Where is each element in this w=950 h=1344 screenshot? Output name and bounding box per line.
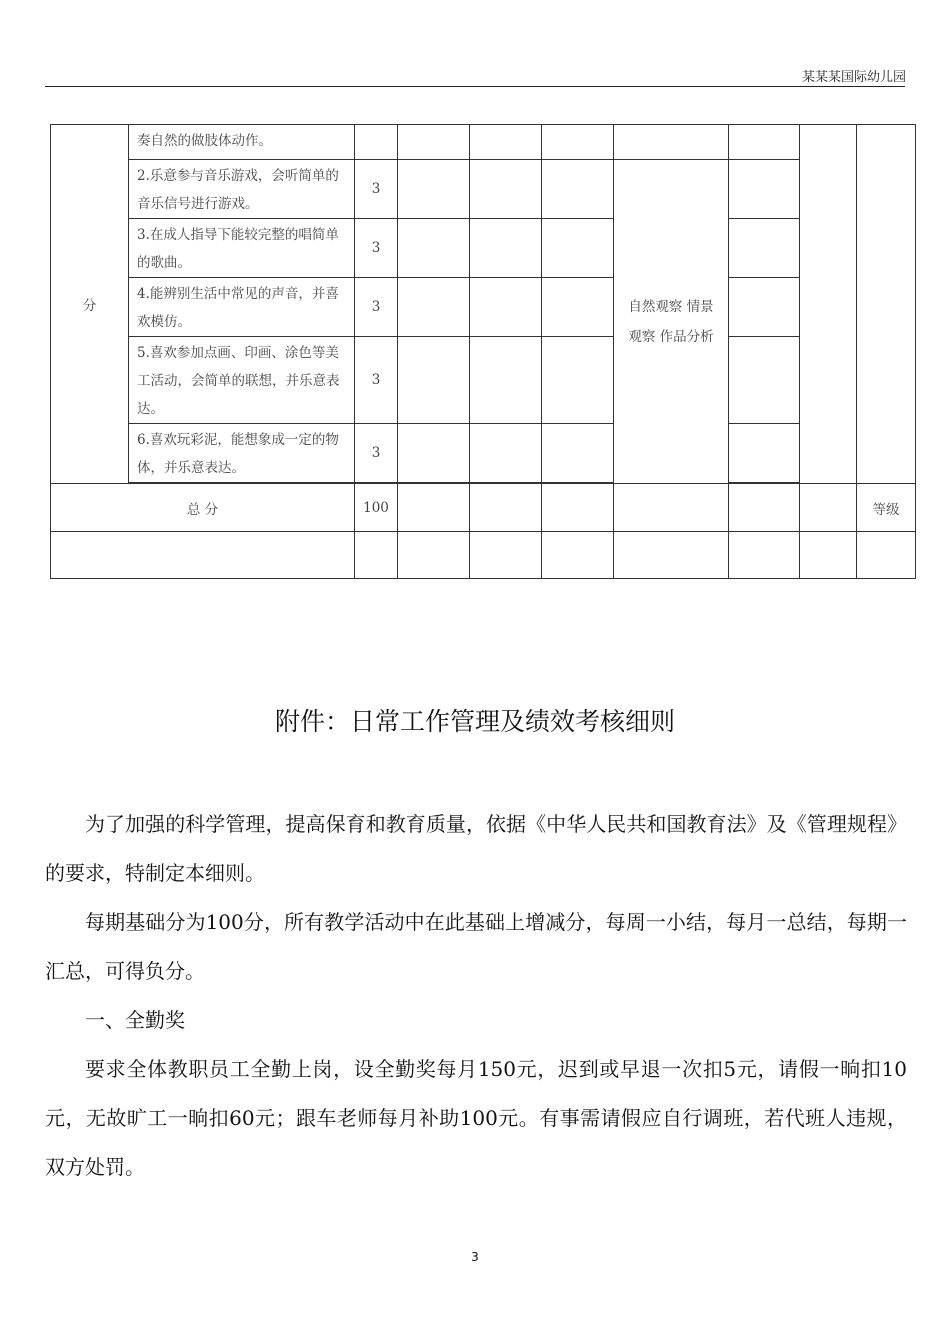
item-text: 4.能辨别生活中常见的声音，并喜欢模仿。 bbox=[129, 278, 355, 337]
total-score: 100 bbox=[355, 484, 398, 532]
item-score: 3 bbox=[355, 278, 398, 337]
table-row bbox=[51, 125, 916, 160]
item-score: 3 bbox=[355, 424, 398, 483]
item-score: 3 bbox=[355, 219, 398, 278]
total-label: 总 分 bbox=[51, 484, 355, 532]
table-row bbox=[51, 424, 916, 483]
header-divider bbox=[45, 86, 905, 87]
assessment-method: 自然观察 情景观察 作品分析 bbox=[614, 160, 729, 484]
document-title: 附件：日常工作管理及绩效考核细则 bbox=[274, 707, 675, 736]
table-row bbox=[51, 337, 916, 424]
table-row bbox=[51, 278, 916, 337]
paragraph: 要求全体教职员工全勤上岗，设全勤奖每月150元，迟到或早退一次扣5元，请假一晌扣10元，无故旷工一晌扣60元；跟车老师每月补助100元。有事需请假应自行调班，若代班人违规，双方处罚。 bbox=[45, 1057, 907, 1179]
item-text: 2.乐意参与音乐游戏，会听简单的音乐信号进行游戏。 bbox=[129, 160, 355, 219]
table-row bbox=[51, 160, 916, 219]
paragraph: 每期基础分为100分，所有教学活动中在此基础上增减分，每周一小结，每月一总结，每期一汇总，可得负分。 bbox=[45, 910, 907, 983]
item-text: 3.在成人指导下能较完整的唱简单的歌曲。 bbox=[129, 219, 355, 278]
table-row bbox=[51, 532, 916, 579]
table-row bbox=[51, 219, 916, 278]
score-table bbox=[50, 124, 916, 579]
item-text: 奏自然的做肢体动作。 bbox=[129, 125, 355, 160]
category-cell: 分 bbox=[51, 125, 129, 484]
page-number: 3 bbox=[471, 1250, 479, 1264]
section-heading: 一、全勤奖 bbox=[85, 1008, 185, 1032]
header-org-name: 某某某国际幼儿园 bbox=[801, 70, 906, 85]
paragraph: 为了加强的科学管理，提高保育和教育质量，依据《中华人民共和国教育法》及《管理规程》的要求，特制定本细则。 bbox=[45, 812, 907, 885]
total-row bbox=[51, 484, 916, 532]
grade-label: 等级 bbox=[857, 484, 916, 532]
item-text: 5.喜欢参加点画、印画、涂色等美工活动，会简单的联想，并乐意表达。 bbox=[129, 337, 355, 424]
item-score: 3 bbox=[355, 160, 398, 219]
document-body bbox=[45, 800, 907, 1192]
item-score: 3 bbox=[355, 337, 398, 424]
item-text: 6.喜欢玩彩泥，能想象成一定的物体，并乐意表达。 bbox=[129, 424, 355, 483]
